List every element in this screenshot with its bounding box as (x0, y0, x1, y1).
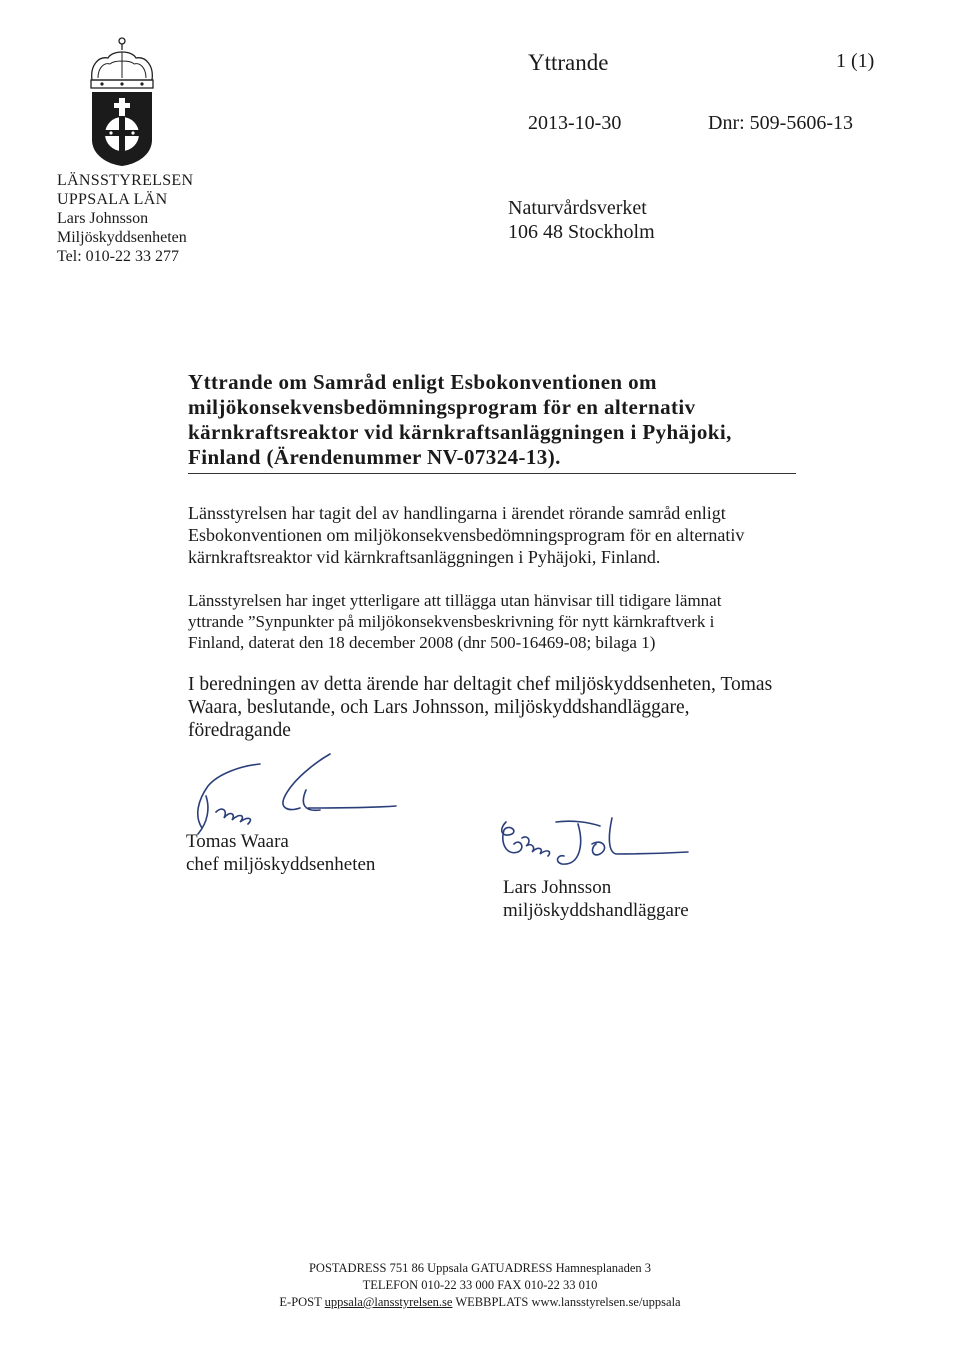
paragraph-line: Länsstyrelsen har tagit del av handlingarna i ärendet rörande samråd enligt (188, 503, 726, 523)
document-type: Yttrande (528, 50, 609, 75)
footer-email-link[interactable]: uppsala@lansstyrelsen.se (324, 1295, 453, 1309)
paragraph-line: Länsstyrelsen har inget ytterligare att tillägga utan hänvisar till tidigare lämnat (188, 591, 722, 610)
sender-contact-name: Lars Johnsson (57, 210, 149, 227)
footer-postal: POSTADRESS 751 86 Uppsala GATUADRESS Hamnesplanaden 3 (308, 1261, 652, 1275)
diary-number: Dnr: 509-5606-13 (708, 112, 853, 134)
signer-2-title: miljöskyddshandläggare (503, 900, 689, 921)
footer-web-line (180, 1294, 780, 1311)
subject-line: Yttrande om Samråd enligt Esbokonventionen om (188, 370, 657, 394)
paragraph-line: föredragande (188, 720, 291, 741)
recipient-name: Naturvårdsverket (508, 197, 647, 219)
subject-line: miljökonsekvensbedömningsprogram för en alternativ (188, 395, 696, 419)
sender-org-line2: UPPSALA LÄN (57, 191, 168, 208)
footer-contact (180, 1260, 780, 1311)
subject-underline (188, 473, 796, 474)
signer-1-block (186, 830, 375, 876)
recipient-postal: 106 48 Stockholm (508, 221, 655, 243)
page-number: 1 (1) (836, 50, 875, 72)
paragraph-line: Finland, daterat den 18 december 2008 (dnr 500-16469-08; bilaga 1) (188, 633, 656, 652)
sender-block (57, 171, 193, 266)
signer-2-name: Lars Johnsson (503, 877, 612, 898)
coat-of-arms-icon (84, 36, 160, 170)
sender-phone: Tel: 010-22 33 277 (57, 248, 179, 265)
body-paragraph-1 (188, 502, 808, 568)
paragraph-line: Waara, beslutande, och Lars Johnsson, miljöskyddshandläggare, (188, 697, 690, 718)
body-paragraph-2 (188, 590, 808, 653)
paragraph-line: kärnkraftsreaktor vid kärnkraftsanläggningen i Pyhäjoki, Finland. (188, 547, 661, 567)
footer-email-label: E-POST (279, 1295, 322, 1309)
footer-web-label: WEBBPLATS (455, 1295, 529, 1309)
recipient-address (508, 196, 655, 244)
subject-line: Finland (Ärendenummer NV-07324-13). (188, 445, 561, 469)
signer-2-block (503, 876, 689, 922)
paragraph-line: I beredningen av detta ärende har deltagit chef miljöskyddsenheten, Tomas (188, 674, 773, 695)
subject-line: kärnkraftsreaktor vid kärnkraftsanläggningen i Pyhäjoki, (188, 420, 732, 444)
footer-web-link[interactable]: www.lansstyrelsen.se/uppsala (531, 1295, 681, 1309)
body-paragraph-3 (188, 673, 808, 742)
paragraph-line: Esbokonventionen om miljökonsekvensbedömningsprogram för en alternativ (188, 525, 745, 545)
paragraph-line: yttrande ”Synpunkter på miljökonsekvensbeskrivning för nytt kärnkraftverk i (188, 612, 715, 631)
subject-heading (188, 370, 808, 470)
signer-1-title: chef miljöskyddsenheten (186, 854, 376, 875)
signature-lars-johnsson-icon (492, 808, 692, 878)
document-date: 2013-10-30 (528, 112, 622, 134)
footer-phone-fax: TELEFON 010-22 33 000 FAX 010-22 33 010 (362, 1278, 598, 1292)
signer-1-name: Tomas Waara (186, 831, 289, 852)
sender-org-line1: LÄNSSTYRELSEN (57, 172, 194, 189)
sender-unit: Miljöskyddsenheten (57, 229, 187, 246)
